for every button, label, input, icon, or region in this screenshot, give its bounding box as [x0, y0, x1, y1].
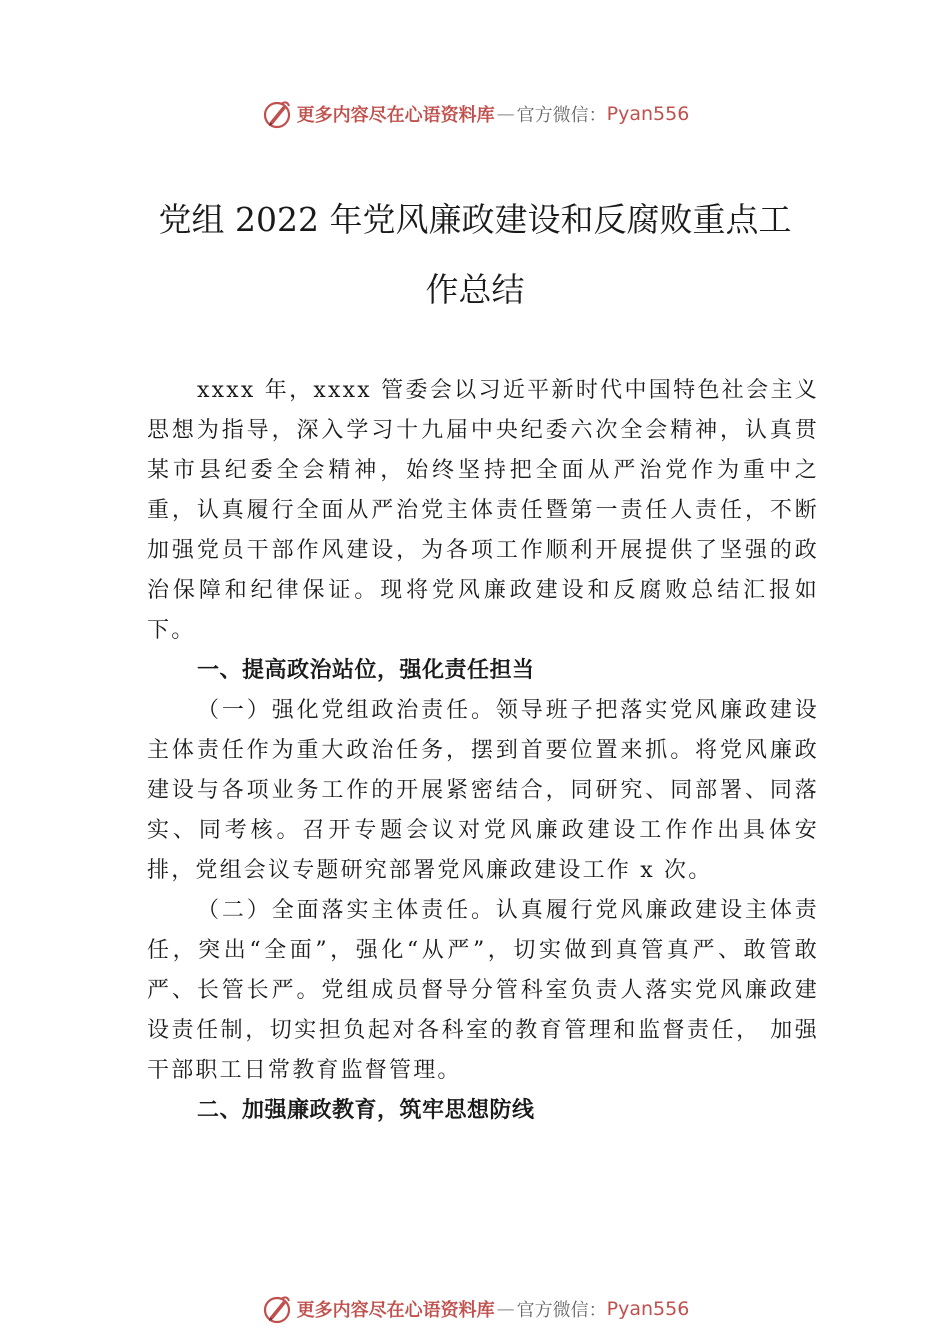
pen-logo-icon [261, 98, 293, 130]
document-title-line1: 党组 2022 年党风廉政建设和反腐败重点工 [158, 200, 792, 239]
section2-heading: 二、加强廉政教育，筑牢思想防线 [197, 1098, 535, 1123]
banner-wechat-id: Pyan556 [606, 1298, 690, 1320]
intro-paragraph: xxxx 年，xxxx 管委会以习近平新时代中国特色社会主义思想为指导，深入学习十九届中央纪委六次全会精神，认真贯某市县纪委全会精神，始终坚持把全面从严治党作为重中之重，认真履行全面从严治党主体责任暨第一责任人责任，不断加强党员干部作风建设，为各项工作顺利开展提供了坚强的政治保障和纪律保证。现将党风廉政建设和反腐败总结汇报如下。 [147, 378, 819, 643]
banner-wechat-id: Pyan556 [606, 103, 690, 125]
header-banner [0, 94, 950, 134]
banner-official-label: 官方微信： [516, 1300, 607, 1321]
pen-logo-icon [261, 1293, 293, 1325]
banner-dash: — [496, 1298, 515, 1320]
banner-promo-text: 更多内容尽在心语资料库 [296, 1300, 495, 1321]
banner-promo-text: 更多内容尽在心语资料库 [296, 105, 495, 126]
section1-heading: 一、提高政治站位，强化责任担当 [197, 658, 535, 683]
footer-banner [0, 1289, 950, 1329]
document-body [147, 371, 819, 1131]
document-title-line2: 作总结 [425, 270, 525, 309]
banner-official-label: 官方微信： [516, 105, 607, 126]
section1-paragraph1: （一）强化党组政治责任。领导班子把落实党风廉政建设主体责任作为重大政治任务，摆到首要位置来抓。将党风廉政建设与各项业务工作的开展紧密结合，同研究、同部署、同落实、同考核。召开专题会议对党风廉政建设工作作出具体安排，党组会议专题研究部署党风廉政建设工作 x 次。 [147, 698, 819, 883]
section1-paragraph2: （二）全面落实主体责任。认真履行党风廉政建设主体责任，突出“全面”，强化“从严”，切实做到真管真严、敢管敢严、长管长严。党组成员督导分管科室负责人落实党风廉政建设责任制，切实担负起对各科室的教育管理和监督责任， 加强干部职工日常教育监督管理。 [147, 898, 819, 1083]
banner-dash: — [496, 103, 515, 125]
